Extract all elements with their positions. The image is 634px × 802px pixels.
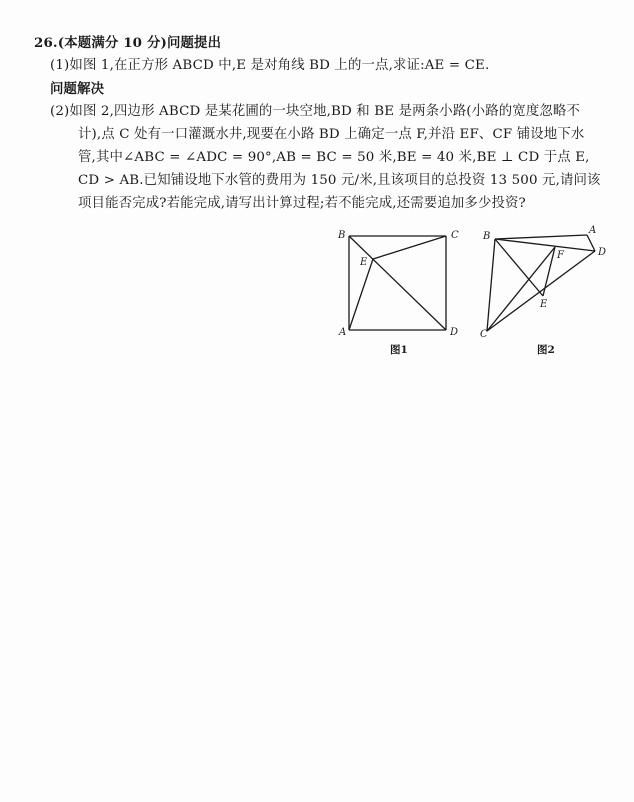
part2-line: 计),点 C 处有一口灌溉水井,现要在小路 BD 上确定一点 F,并沿 EF、CF 铺设地下水 [78,127,585,142]
fig1-label-c: C [451,230,459,241]
fig1-segment-bd [349,236,446,330]
figure-1-diagram [330,225,470,345]
fig1-label-b: B [338,230,346,241]
section-title: 问题解决 [50,81,105,97]
fig2-label-c: C [480,329,488,340]
fig2-segment-ad [587,235,595,251]
fig2-segment-cd [487,251,595,331]
fig1-label-e: E [360,257,368,268]
fig2-segment-ba [495,235,587,239]
part2-line: CD > AB.已知铺设地下水管的费用为 150 元/米,且该项目的总投资 13 500 元,请问该 [78,173,601,188]
fig2-segment-bc [487,239,495,331]
problem-header: 26.(本题满分 10 分)问题提出 [34,35,222,51]
figure-2-diagram [478,225,618,345]
fig2-label-e: E [540,299,548,310]
fig1-segment-ce [373,236,446,259]
fig2-label-d: D [598,247,607,258]
figure-2-caption: 图2 [537,344,555,356]
fig1-label-d: D [450,327,459,338]
fig2-segment-be [495,239,543,296]
fig2-segment-bd [495,239,595,251]
fig2-label-f: F [557,250,564,261]
fig2-label-a: A [589,225,597,236]
figure-1-caption: 图1 [390,344,408,356]
part1-text: (1)如图 1,在正方形 ABCD 中,E 是对角线 BD 上的一点,求证:AE = CE. [50,58,490,73]
part2-line: 项目能否完成?若能完成,请写出计算过程;若不能完成,还需要追加多少投资? [78,196,526,211]
fig1-segment-ae [349,259,373,330]
part2-line: (2)如图 2,四边形 ABCD 是某花圃的一块空地,BD 和 BE 是两条小路(小路的宽度忽略不 [50,104,580,119]
fig1-label-a: A [339,327,347,338]
fig2-label-b: B [483,231,491,242]
part2-line: 管,其中∠ABC = ∠ADC = 90°,AB = BC = 50 米,BE = 40 米,BE ⊥ CD 于点 E, [78,150,590,165]
